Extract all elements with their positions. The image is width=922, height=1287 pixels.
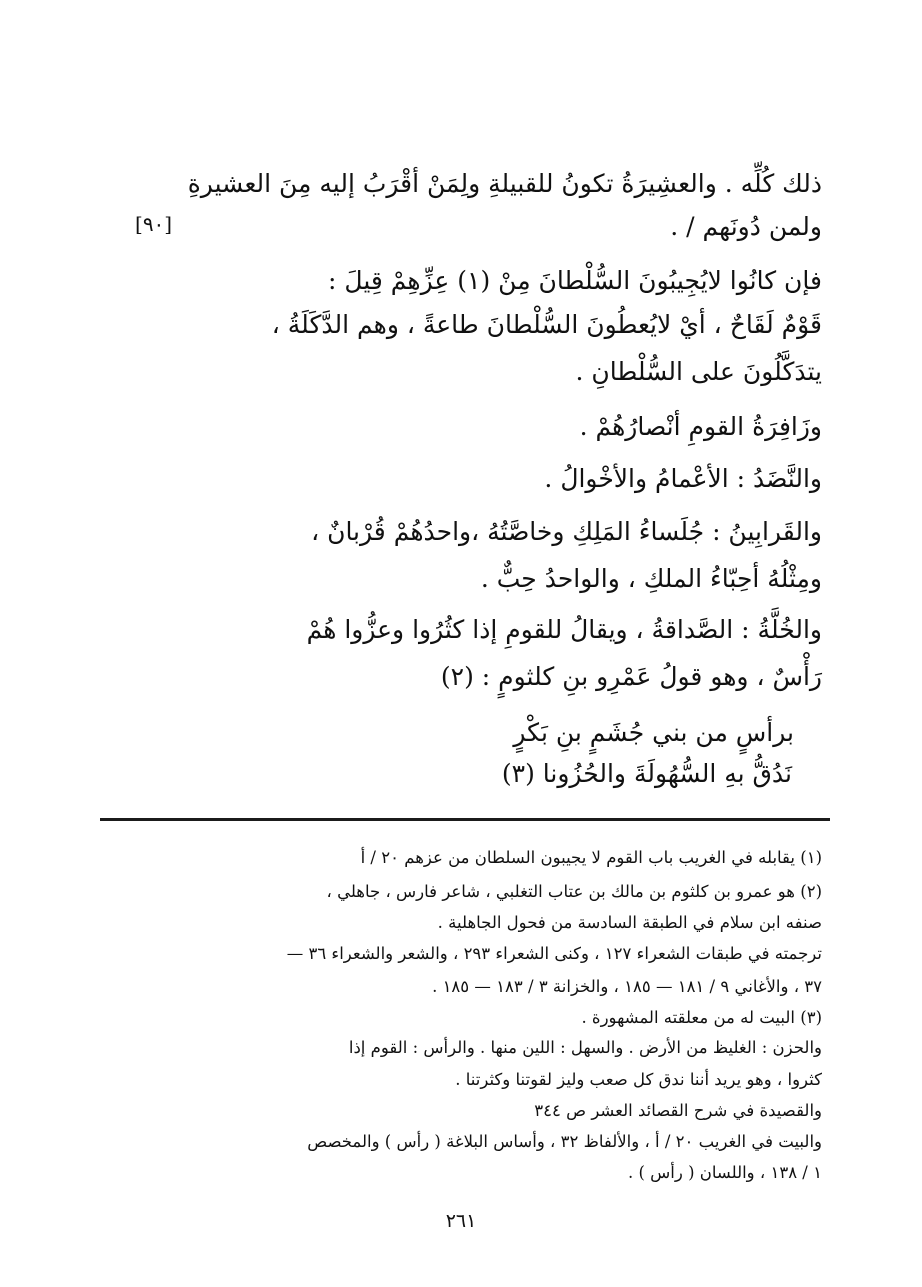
margin-page-marker: [٩٠] bbox=[135, 212, 173, 236]
body-line: ذلك كُلِّه . والعشِيرَةُ تكونُ للقبيلةِ ولِمَنْ أقْرَبُ إليه مِنَ العشيرةِ bbox=[187, 169, 822, 198]
footnote-line: والحزن : الغليظ من الأرض . والسهل : اللين منها . والرأس : القوم إذا bbox=[348, 1038, 822, 1057]
footnote-line: والقصيدة في شرح القصائد العشر ص ٣٤٤ bbox=[534, 1101, 822, 1120]
body-line: قَوْمٌ لَقَاحٌ ، أيْ لايُعطُونَ السُّلْطانَ طاعةً ، وهم الدَّكَلَةُ ، bbox=[271, 310, 822, 339]
body-line: والقَرابِينُ : جُلَساءُ المَلِكِ وخاصَّتُهُ ،واحدُهُمْ قُرْبانٌ ، bbox=[311, 517, 822, 546]
footnote-divider bbox=[100, 818, 830, 821]
footnote-line: والبيت في الغريب ٢٠ / أ ، والألفاظ ٣٢ ، وأساس البلاغة ( رأس ) والمخصص bbox=[307, 1132, 822, 1151]
footnote-line: (٣) البيت له من معلقته المشهورة . bbox=[581, 1008, 822, 1027]
footnote-line: ٣٧ ، والأغاني ٩ / ١٨١ — ١٨٥ ، والخزانة ٣ / ١٨٣ — ١٨٥ . bbox=[432, 977, 822, 996]
body-line: ومِثْلُهُ أحِبّاءُ الملكِ ، والواحدُ حِبٌّ . bbox=[480, 564, 822, 593]
footnote-line: (١) يقابله في الغريب باب القوم لا يجيبون السلطان من عزهم ٢٠ / أ bbox=[360, 848, 822, 867]
body-line: فإن كانُوا لايُجِيبُونَ السُّلْطانَ مِنْ (١) عِزِّهِمْ قِيلَ : bbox=[328, 266, 822, 295]
footnote-line: كثروا ، وهو يريد أننا ندق كل صعب وليز لقوتنا وكثرتنا . bbox=[455, 1070, 822, 1089]
footnote-line: (٢) هو عمرو بن كلثوم بن مالك بن عتاب التغلبي ، شاعر فارس ، جاهلي ، bbox=[326, 882, 822, 901]
body-line: والخُلَّةُ : الصَّداقةُ ، ويقالُ للقومِ إذا كثُرُوا وعزُّوا هُمْ bbox=[306, 615, 822, 644]
footnote-line: ترجمته في طبقات الشعراء ١٢٧ ، وكنى الشعراء ٢٩٣ ، والشعر والشعراء ٣٦ — bbox=[286, 944, 822, 963]
body-line: وزَافِرَةُ القومِ أنْصارُهُمْ . bbox=[579, 412, 822, 441]
verse-line-second-hemistich: نَدُقُّ بهِ السُّهُولَةَ والحُزُونا (٣) bbox=[501, 759, 792, 788]
body-line: رَأْسٌ ، وهو قولُ عَمْرِو بنِ كلثومٍ : (٢) bbox=[440, 662, 822, 691]
body-line: يتدَكَّلُونَ على السُّلْطانِ . bbox=[575, 357, 822, 386]
footnote-line: صنفه ابن سلام في الطبقة السادسة من فحول الجاهلية . bbox=[437, 913, 822, 932]
body-line: ولمن دُونَهم / . bbox=[670, 212, 822, 241]
body-line: والنَّضَدُ : الأعْمامُ والأخْوالُ . bbox=[544, 464, 822, 493]
footnote-line: ١ / ١٣٨ ، واللسان ( رأس ) . bbox=[627, 1163, 822, 1182]
page-number: ٢٦١ bbox=[445, 1210, 477, 1232]
verse-line-first-hemistich: برأسٍ من بني جُشَمٍ بنِ بَكْرٍ bbox=[513, 718, 794, 747]
